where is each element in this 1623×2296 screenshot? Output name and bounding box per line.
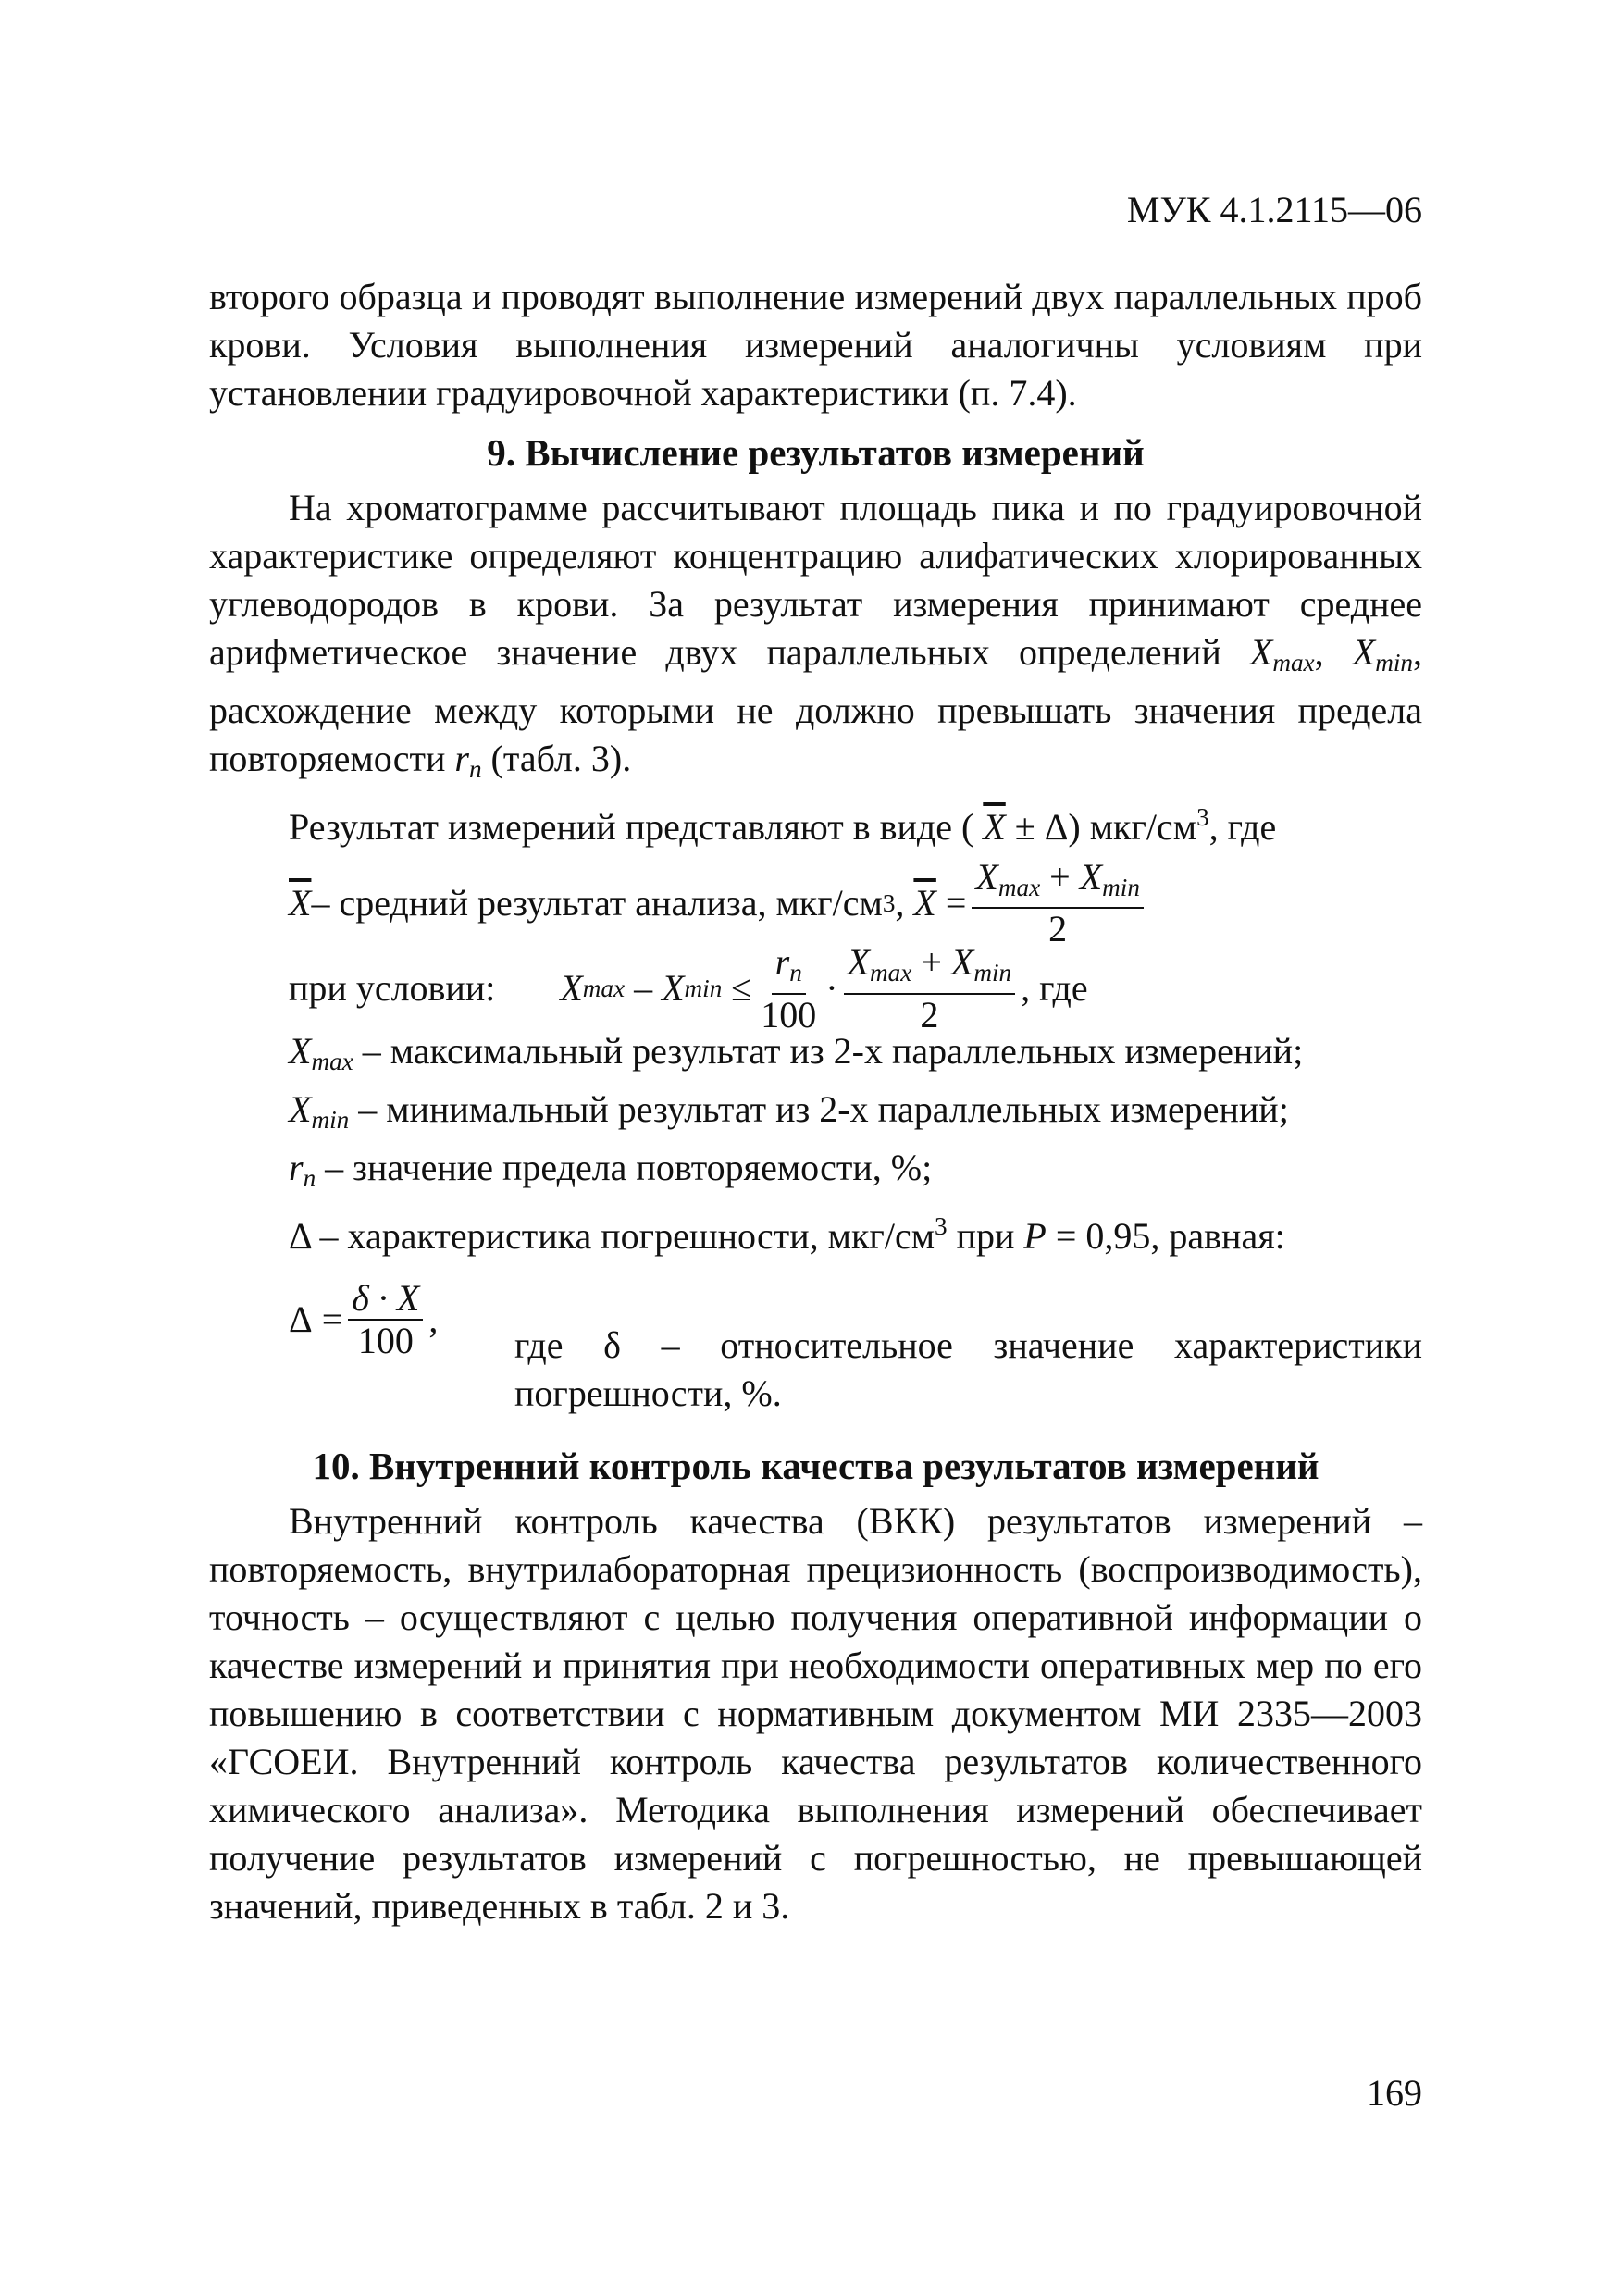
legend-delta: Δ – характеристика погрешности, мкг/$см^3$ при P = 0,95, равная: [289,1211,1285,1257]
legend-xmax: $X_{max}$ – максимальный результат из 2-х параллельных измерений; [289,1030,1304,1076]
legend-xmin: $X_{min}$ – минимальный результат из 2-х параллельных измерений; [289,1088,1289,1134]
section-9-title: 9. Вычисление результатов измерений [487,431,1145,474]
page-content [209,273,1422,1930]
section-10-title: 10. Внутренний контроль качества результатов измерений [312,1444,1319,1487]
condition-formula-line: при условии: X max – X min ≤ $\frac{r_n}{100}$ · $\frac{X_{max} + X_{min}}{2}$ , где [289,940,1088,1036]
section-10-paragraph: Внутренний контроль качества (ВКК) результатов измерений – повторяемость, внутрилабораторная прецизионность (воспроизводимость), точность – осуществляют с целью получения оперативной информации о качестве измерений и принятия при необходимости оперативных мер по его повышению в соответствии с нормативным документом МИ 2335—2003 «ГСОЕИ. Внутренний контроль качества результатов количественного химического анализа». Методика выполнения измерений обеспечивает получение результатов измерений с погрешностью, не превышающей значений, приведенных в табл. 2 и 3. [209,1499,1422,1927]
result-format-line: Результат измерений представляют в виде ( $\overline{X} \pm \Delta$) мкг/$см^3$, где [289,802,1277,848]
rn-fraction: $\frac{r_n}{100}$ [761,940,817,1036]
section-9-paragraph: На хроматограмме рассчитывают площадь пика и по градуировочной характеристике определяют концентрацию алифатических хлорированных углеводородов в крови. За результат измерения принимают среднее арифметическое значение двух параллельных определений $X_{max}$, $X_{min}$, расхождение между которыми не должно превышать значения предела повторяемости $r_n$ (табл. 3). [209,487,1423,783]
delta-fraction: $\frac{\delta \cdot X}{100}$ [348,1278,423,1361]
intro-paragraph: второго образца и проводят выполнение измерений двух параллельных проб крови. Условия выполнения измерений аналогичны условиям при установлении градуировочной характеристики (п. 7.4). [209,276,1422,414]
delta-formula-line: Δ = $\frac{\delta \cdot X}{100}$ , [289,1276,439,1361]
page-number: 169 [1367,2072,1422,2114]
mean-fraction-2: $\frac{X_{max} + X_{min}}{2}$ [844,942,1016,1036]
mean-fraction: $\frac{X_{max} + X_{min}}{2}$ [972,857,1144,950]
legend-rn: $r_n$ – значение предела повторяемости, %; [289,1146,933,1192]
delta-description: где δ – относительное значение характеристики погрешности, %. [514,1323,1422,1414]
mean-formula-line: $\overline{X}$ – средний результат анализа, мкг/см 3 , $\overline{X}$ = $\frac{X_{max} + X_{min}}{2}$ [209,857,1422,950]
document-header: МУК 4.1.2115—06 [1126,189,1422,230]
